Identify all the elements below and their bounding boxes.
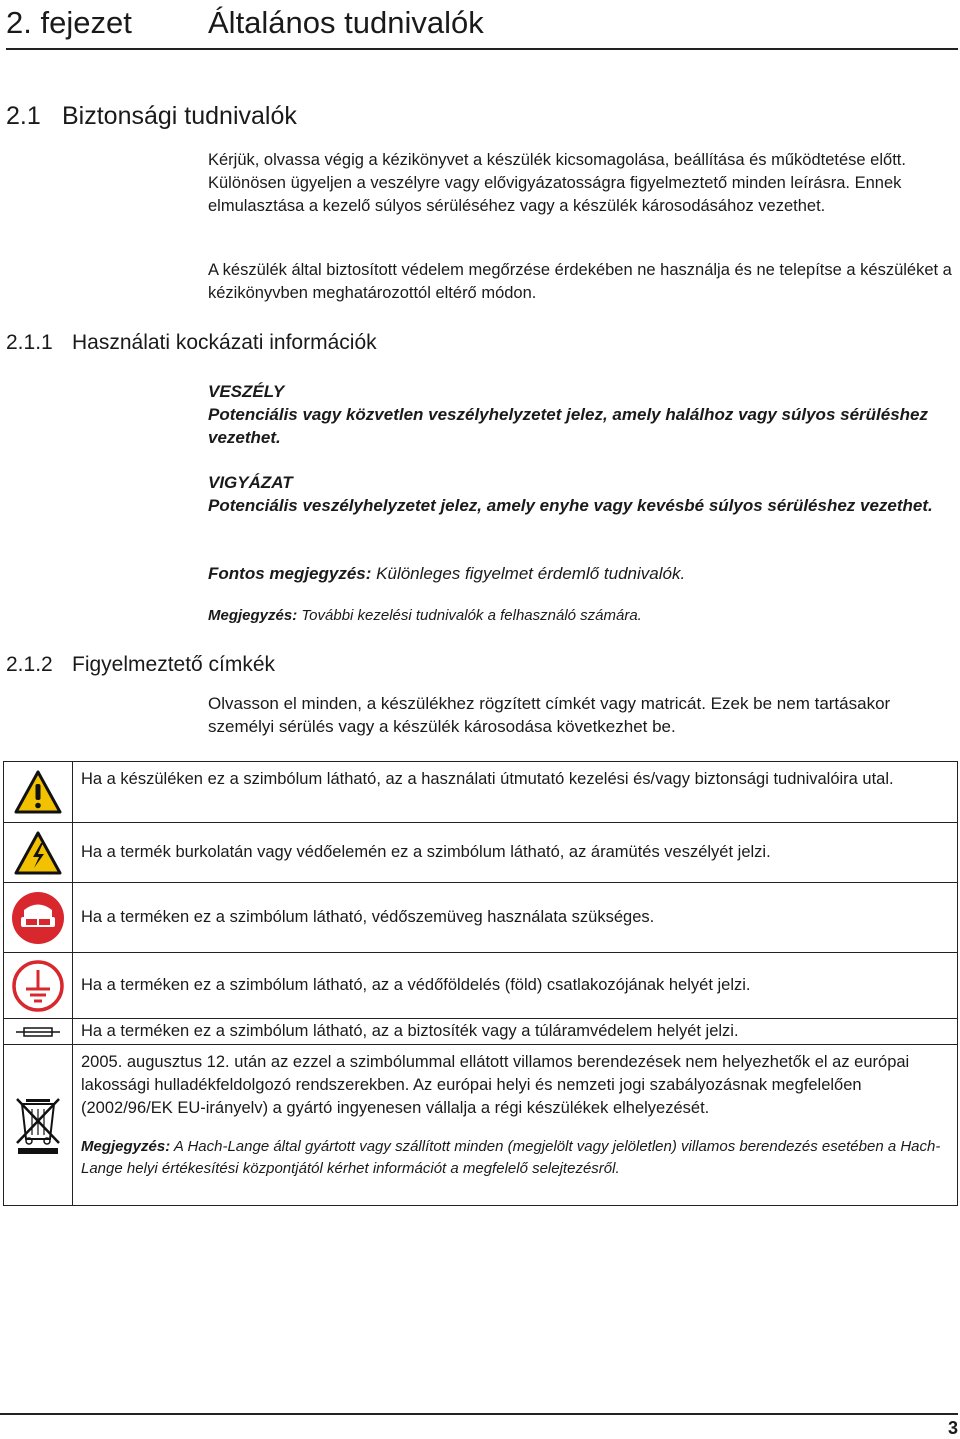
page-number: 3 xyxy=(0,1413,958,1439)
table-row xyxy=(4,1019,958,1045)
icon-cell xyxy=(4,823,73,883)
note-label: Megjegyzés: xyxy=(208,607,298,624)
icon-cell xyxy=(4,1019,73,1045)
section-heading xyxy=(6,100,297,132)
subsection-number: 2.1.1 xyxy=(6,331,53,354)
protective-earth-icon xyxy=(4,959,72,1013)
table-row xyxy=(4,883,958,953)
symbol-description: Ha a készüléken ez a szimbólum látható, az a használati útmutató kezelési és/vagy biztonsági tudnivalóira utal. xyxy=(73,762,958,823)
section-number: 2.1 xyxy=(6,102,41,130)
table-row xyxy=(4,953,958,1019)
section-title: Biztonsági tudnivalók xyxy=(62,102,297,130)
symbol-description: Ha a terméken ez a szimbólum látható, az a védőföldelés (föld) csatlakozójának helyét jelzi. xyxy=(73,953,958,1019)
table-row xyxy=(4,762,958,823)
warning-triangle-icon xyxy=(4,769,72,815)
symbol-description: Ha a terméken ez a szimbólum látható, az a biztosíték vagy a túláramvédelem helyét jelzi. xyxy=(73,1019,958,1045)
chapter-number: 2. fejezet xyxy=(6,5,132,40)
symbol-description: Ha a termék burkolatán vagy védőelemén ez a szimbólum látható, az áramütés veszélyét jelzi. xyxy=(73,823,958,883)
chapter-title: Általános tudnivalók xyxy=(208,5,484,40)
icon-cell xyxy=(4,883,73,953)
weee-bin-icon xyxy=(4,1095,72,1155)
danger-block xyxy=(208,380,956,449)
important-note-label: Fontos megjegyzés: xyxy=(208,564,372,583)
symbols-table xyxy=(3,761,958,1206)
subsection-heading-risk-info xyxy=(6,329,377,357)
danger-label: VESZÉLY xyxy=(208,382,285,401)
fuse-icon xyxy=(4,1026,72,1038)
weee-note-text: A Hach-Lange által gyártott vagy szállított minden (megjelölt vagy jelöletlen) villamos berendezés esetében a Hach-Lange helyi értékesítési központjától kérhet információt a megfelelő selejtezésről. xyxy=(81,1138,941,1177)
chapter-heading xyxy=(6,2,958,50)
icon-cell xyxy=(4,762,73,823)
caution-text: Potenciális veszélyhelyzetet jelez, amely enyhe vagy kevésbé súlyos sérüléshez vezethet. xyxy=(208,496,933,515)
icon-cell xyxy=(4,1045,73,1206)
important-note xyxy=(208,562,956,585)
caution-label: VIGYÁZAT xyxy=(208,473,293,492)
weee-cell xyxy=(73,1045,958,1206)
danger-text: Potenciális vagy közvetlen veszélyhelyzetet jelez, amely halálhoz vagy súlyos sérüléshez vezethet. xyxy=(208,405,929,447)
caution-block xyxy=(208,471,956,517)
subsection-title: Figyelmeztető címkék xyxy=(72,653,276,676)
important-note-text: Különleges figyelmet érdemlő tudnivalók. xyxy=(376,564,686,583)
symbol-description: 2005. augusztus 12. után az ezzel a szimbólummal ellátott villamos berendezések nem helyezhetők el az európai lakossági hulladékfeldolgozó rendszerekben. Az európai helyi és nemzeti jogi szabályozásnak megfelelően (2002/96/EK EU-irányelv) a gyártó ingyenesen vállalja a régi készülékek elhelyezését. xyxy=(81,1053,910,1117)
symbol-description: Ha a terméken ez a szimbólum látható, védőszemüveg használata szükséges. xyxy=(73,883,958,953)
labels-intro: Olvasson el minden, a készülékhez rögzített címkét vagy matricát. Ezek be nem tartásakor személyi sérülés vagy a készülék károsodása következhet be. xyxy=(208,694,891,736)
subsection-heading-warning-labels xyxy=(6,651,275,679)
table-row xyxy=(4,1045,958,1206)
safety-goggles-icon xyxy=(4,890,72,946)
icon-cell xyxy=(4,953,73,1019)
subsection-title: Használati kockázati információk xyxy=(72,331,377,354)
note-text: További kezelési tudnivalók a felhasználó számára. xyxy=(301,607,642,624)
weee-note xyxy=(81,1136,949,1180)
table-row xyxy=(4,823,958,883)
intro-paragraph-1: Kérjük, olvassa végig a kézikönyvet a készülék kicsomagolása, beállítása és működtetése előtt. Különösen ügyeljen a veszélyre vagy elővigyázatosságra figyelmeztető minden leírásra. Ennek elmulasztása a kezelő súlyos sérüléséhez vagy a készülék károsodásához vezethet. xyxy=(208,151,906,215)
electric-shock-icon xyxy=(4,830,72,876)
subsection-number: 2.1.2 xyxy=(6,653,53,676)
weee-note-label: Megjegyzés: xyxy=(81,1138,171,1155)
intro-paragraph-2: A készülék által biztosított védelem megőrzése érdekében ne használja és ne telepítse a készüléket a kézikönyvben meghatározottól eltérő módon. xyxy=(208,261,952,302)
note xyxy=(208,605,956,627)
